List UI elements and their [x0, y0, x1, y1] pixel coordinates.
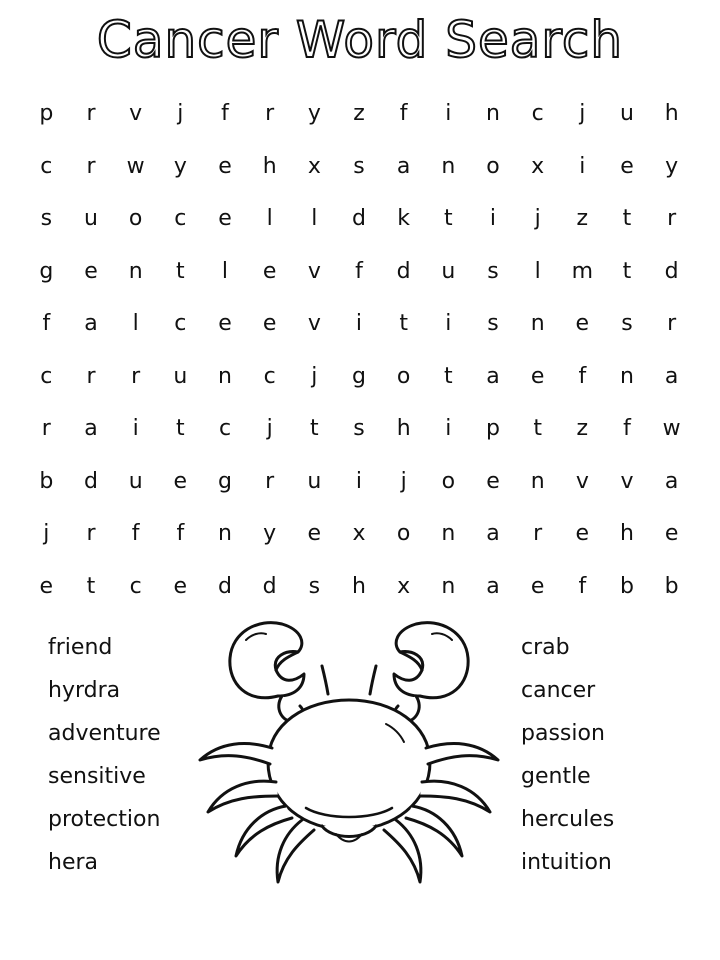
word-list-item: crab	[521, 635, 570, 660]
word-list-item: sensitive	[48, 764, 146, 789]
grid-letter: i	[355, 311, 363, 337]
grid-letter: r	[86, 521, 96, 547]
grid-letter: c	[174, 206, 187, 232]
grid-letter: e	[84, 258, 98, 284]
grid-letter: i	[355, 468, 363, 494]
grid-letter: t	[176, 416, 185, 442]
grid-letter: b	[620, 573, 634, 599]
word-list-item: intuition	[521, 850, 612, 875]
grid-letter: f	[355, 258, 363, 284]
grid-letter: f	[623, 416, 631, 442]
grid-letter: c	[263, 363, 276, 389]
grid-letter: n	[218, 521, 232, 547]
grid-letter: c	[531, 101, 544, 127]
word-list-item: hera	[48, 850, 99, 875]
grid-letter: d	[664, 258, 679, 284]
grid-letter: u	[128, 468, 143, 494]
grid-letter: y	[307, 101, 321, 127]
grid-letter: h	[396, 416, 411, 442]
grid-letter: a	[486, 363, 500, 389]
grid-letter: l	[132, 311, 139, 337]
grid-letter: o	[396, 521, 411, 547]
grid-letter: r	[86, 153, 96, 179]
grid-letter: l	[266, 206, 273, 232]
grid-letter: a	[486, 573, 500, 599]
grid-letter: d	[262, 573, 277, 599]
grid-letter: e	[664, 521, 679, 547]
grid-letter: x	[531, 153, 545, 179]
grid-letter: r	[265, 468, 275, 494]
grid-letter: e	[530, 363, 545, 389]
grid-letter: t	[176, 258, 185, 284]
grid-letter: z	[576, 206, 589, 232]
grid-letter: j	[534, 206, 541, 232]
grid-letter: a	[84, 311, 98, 337]
grid-letter: h	[664, 101, 679, 127]
grid-letter: z	[353, 101, 365, 127]
grid-letter: e	[262, 311, 277, 337]
grid-letter: j	[177, 101, 184, 127]
grid-letter: t	[622, 206, 632, 232]
grid-letter: e	[218, 153, 232, 179]
grid-letter: n	[441, 573, 456, 599]
grid-letter: e	[575, 311, 590, 337]
grid-letter: r	[86, 363, 96, 389]
grid-letter: l	[221, 258, 229, 284]
grid-letter: n	[441, 153, 456, 179]
grid-letter: e	[620, 153, 634, 179]
grid-letter: j	[266, 416, 273, 442]
grid-letter: l	[534, 258, 541, 284]
grid-letter: t	[399, 311, 408, 337]
letter-grid	[24, 88, 694, 613]
grid-letter: c	[174, 311, 187, 337]
grid-letter: v	[307, 258, 321, 284]
grid-letter: d	[396, 258, 411, 284]
grid-letter: f	[399, 101, 408, 127]
grid-letter: u	[441, 258, 456, 284]
grid-letter: e	[218, 206, 232, 232]
grid-letter: o	[396, 363, 411, 389]
grid-letter: t	[533, 416, 542, 442]
grid-letter: n	[128, 258, 143, 284]
grid-letter: c	[218, 416, 232, 442]
grid-letter: n	[486, 101, 500, 127]
grid-letter: p	[486, 416, 500, 442]
grid-letter: c	[40, 153, 53, 179]
grid-letter: j	[311, 363, 318, 389]
grid-letter: x	[352, 521, 366, 547]
grid-letter: j	[43, 521, 50, 547]
word-list-item: friend	[48, 635, 113, 660]
grid-letter: i	[445, 311, 452, 337]
word-list-item: protection	[48, 807, 161, 832]
grid-letter: t	[86, 573, 96, 599]
grid-letter: y	[173, 153, 187, 179]
grid-letter: v	[575, 468, 589, 494]
grid-letter: p	[39, 101, 54, 127]
grid-letter: f	[176, 521, 185, 547]
grid-letter: r	[533, 521, 543, 547]
grid-letter: m	[571, 258, 594, 284]
grid-letter: n	[441, 521, 456, 547]
page-title: Cancer Word Search	[96, 11, 624, 69]
grid-letter: n	[218, 363, 232, 389]
grid-letter: a	[486, 521, 500, 547]
grid-letter: a	[396, 153, 411, 179]
grid-letter: c	[40, 363, 53, 389]
grid-letter: v	[307, 311, 321, 337]
grid-letter: s	[353, 153, 365, 179]
grid-letter: w	[662, 416, 681, 442]
grid-letter: s	[353, 416, 365, 442]
grid-letter: o	[486, 153, 500, 179]
word-list-item: hercules	[521, 807, 615, 832]
grid-letter: r	[667, 311, 677, 337]
grid-letter: k	[397, 206, 411, 232]
grid-letter: h	[620, 521, 634, 547]
grid-letter: e	[173, 468, 188, 494]
grid-letter: i	[579, 153, 586, 179]
grid-letter: b	[664, 573, 679, 599]
grid-letter: a	[84, 416, 98, 442]
grid-letter: e	[39, 573, 54, 599]
grid-letter: n	[530, 468, 545, 494]
grid-letter: o	[441, 468, 456, 494]
grid-letter: r	[41, 416, 51, 442]
grid-letter: d	[218, 573, 232, 599]
grid-letter: h	[352, 573, 366, 599]
grid-letter: f	[578, 573, 587, 599]
grid-letter: r	[667, 206, 677, 232]
grid-letter: s	[308, 573, 321, 599]
grid-letter: e	[173, 573, 188, 599]
grid-letter: j	[400, 468, 407, 494]
grid-letter: e	[218, 311, 232, 337]
grid-letter: f	[221, 101, 229, 127]
grid-letter: s	[40, 206, 53, 232]
grid-letter: r	[131, 363, 141, 389]
grid-letter: a	[664, 468, 679, 494]
grid-letter: y	[263, 521, 277, 547]
grid-letter: z	[576, 416, 589, 442]
grid-letter: g	[352, 363, 366, 389]
grid-letter: i	[445, 101, 452, 127]
grid-letter: e	[486, 468, 500, 494]
grid-letter: e	[530, 573, 545, 599]
grid-letter: t	[622, 258, 632, 284]
grid-letter: s	[487, 258, 499, 284]
grid-letter: r	[265, 101, 275, 127]
grid-letter: x	[397, 573, 411, 599]
grid-letter: x	[307, 153, 321, 179]
grid-letter: e	[575, 521, 590, 547]
grid-letter: i	[489, 206, 497, 232]
word-list-item: cancer	[521, 678, 596, 703]
grid-letter: l	[311, 206, 318, 232]
grid-letter: w	[126, 153, 145, 179]
grid-letter: t	[310, 416, 319, 442]
grid-letter: r	[86, 101, 96, 127]
grid-letter: v	[620, 468, 634, 494]
grid-letter: u	[307, 468, 322, 494]
grid-letter: o	[128, 206, 143, 232]
word-list-item: hyrdra	[48, 678, 121, 703]
grid-letter: u	[173, 363, 188, 389]
grid-letter: g	[39, 258, 54, 284]
grid-letter: b	[39, 468, 54, 494]
grid-letter: d	[84, 468, 98, 494]
grid-letter: n	[620, 363, 634, 389]
grid-letter: e	[262, 258, 277, 284]
grid-letter: c	[129, 573, 142, 599]
grid-letter: t	[444, 206, 453, 232]
grid-letter: e	[307, 521, 322, 547]
word-list-item: gentle	[521, 764, 591, 789]
grid-letter: u	[84, 206, 98, 232]
grid-letter: s	[487, 311, 499, 337]
word-list-right	[521, 628, 711, 886]
grid-letter: j	[579, 101, 586, 127]
word-list-item: passion	[521, 721, 605, 746]
grid-letter: s	[621, 311, 633, 337]
grid-letter: f	[42, 311, 51, 337]
grid-letter: h	[262, 153, 277, 179]
grid-letter: f	[131, 521, 140, 547]
grid-letter: t	[444, 363, 453, 389]
word-list-item: adventure	[48, 721, 161, 746]
grid-letter: u	[620, 101, 634, 127]
grid-letter: a	[664, 363, 679, 389]
grid-letter: v	[129, 101, 143, 127]
grid-letter: y	[665, 153, 679, 179]
grid-letter: n	[530, 311, 545, 337]
grid-letter: i	[445, 416, 452, 442]
crab-icon	[186, 612, 512, 902]
grid-letter: d	[352, 206, 366, 232]
grid-letter: g	[218, 468, 232, 494]
grid-letter: f	[578, 363, 587, 389]
grid-letter: i	[132, 416, 139, 442]
